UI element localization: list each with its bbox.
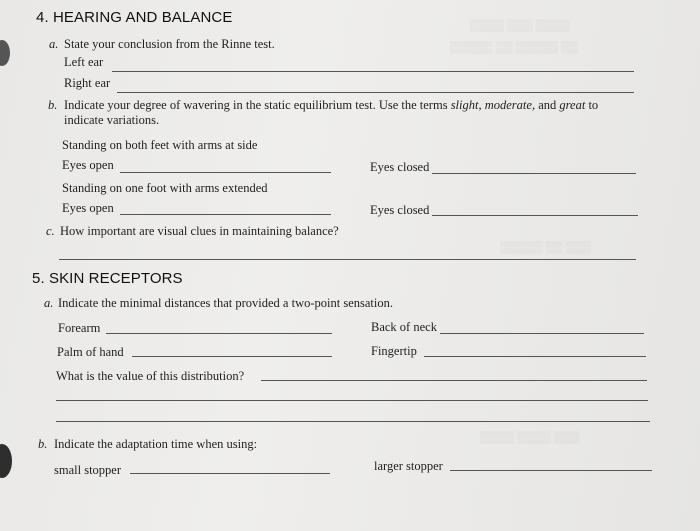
- item-4b-label: b.: [48, 98, 58, 112]
- eyes-open-label-2: Eyes open: [62, 201, 114, 215]
- forearm-label: Forearm: [58, 321, 101, 335]
- right-ear-answer-line[interactable]: [117, 92, 634, 93]
- item-5a-label: a.: [44, 296, 54, 310]
- bleed-through-text: ▒▒▒▒▒ ▒▒ ▒▒▒: [500, 240, 592, 254]
- term-moderate: moderate,: [484, 98, 536, 112]
- item-4b-text-end: to: [585, 98, 599, 112]
- left-ear-answer-line[interactable]: [112, 71, 634, 72]
- left-ear-label: Left ear: [64, 55, 104, 69]
- section-4-heading: 4. HEARING AND BALANCE: [36, 9, 233, 26]
- value-answer-line-3[interactable]: [56, 421, 650, 422]
- eyes-closed-label: Eyes closed: [370, 160, 430, 174]
- item-4b-text: Indicate your degree of wavering in the static equilibrium test. Use the terms: [64, 98, 451, 112]
- eyes-open-answer-line-2[interactable]: [120, 214, 331, 215]
- fingertip-label: Fingertip: [371, 344, 417, 358]
- value-answer-line-2[interactable]: [56, 400, 648, 401]
- eyes-closed-answer-line[interactable]: [432, 173, 636, 174]
- item-4a-label: a.: [49, 37, 59, 51]
- right-ear-label: Right ear: [64, 76, 111, 90]
- term-slight: slight,: [450, 98, 482, 112]
- item-4c-answer-line[interactable]: [59, 259, 636, 260]
- back-of-neck-answer-line[interactable]: [440, 333, 644, 334]
- item-4c-label: c.: [46, 224, 55, 238]
- term-and: and: [535, 98, 560, 112]
- small-stopper-label: small stopper: [54, 463, 122, 477]
- item-4b-question-line2: indicate variations.: [64, 113, 160, 127]
- both-feet-label: Standing on both feet with arms at side: [62, 138, 258, 152]
- one-foot-label: Standing on one foot with arms extended: [62, 181, 268, 195]
- fingertip-answer-line[interactable]: [424, 356, 646, 357]
- section-5-heading: 5. SKIN RECEPTORS: [32, 270, 183, 287]
- value-answer-line-1[interactable]: [261, 380, 647, 381]
- item-4a-question: State your conclusion from the Rinne test.: [64, 37, 275, 51]
- item-4b-question-line1: [64, 98, 598, 113]
- bleed-through-text: ▒▒▒▒▒ ▒▒ ▒▒▒▒▒ ▒▒: [450, 40, 579, 54]
- forearm-answer-line[interactable]: [106, 333, 332, 334]
- bleed-through-text: ▒▒▒▒ ▒▒▒ ▒▒▒▒: [470, 18, 570, 32]
- eyes-closed-answer-line-2[interactable]: [432, 215, 638, 216]
- binder-hole-top: [0, 40, 10, 66]
- term-great: great: [559, 98, 586, 112]
- bleed-through-text: ▒▒▒▒ ▒▒▒▒ ▒▒▒: [480, 430, 580, 444]
- item-5b-question: Indicate the adaptation time when using:: [54, 437, 258, 451]
- binder-hole-bottom: [0, 444, 12, 478]
- item-5a-question: Indicate the minimal distances that provided a two-point sensation.: [58, 296, 393, 310]
- item-5b-label: b.: [38, 437, 48, 451]
- eyes-open-label: Eyes open: [62, 158, 114, 172]
- small-stopper-answer-line[interactable]: [130, 473, 330, 474]
- value-question: What is the value of this distribution?: [56, 369, 245, 383]
- back-of-neck-label: Back of neck: [371, 320, 437, 334]
- larger-stopper-label: larger stopper: [374, 459, 443, 473]
- palm-of-hand-label: Palm of hand: [57, 345, 124, 359]
- larger-stopper-answer-line[interactable]: [450, 470, 652, 471]
- palm-of-hand-answer-line[interactable]: [132, 356, 332, 357]
- eyes-closed-label-2: Eyes closed: [370, 203, 430, 217]
- item-4c-question: How important are visual clues in maintaining balance?: [60, 224, 339, 238]
- eyes-open-answer-line[interactable]: [120, 172, 331, 173]
